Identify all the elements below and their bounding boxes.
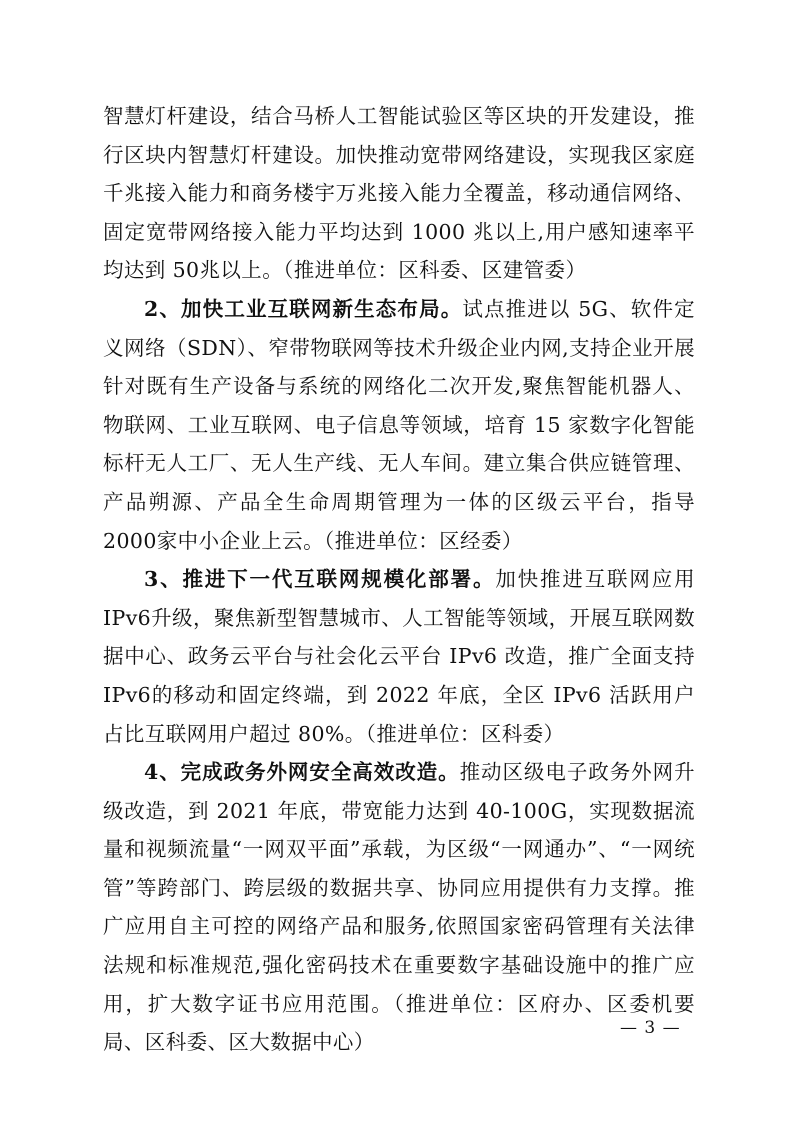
paragraph-heading: 4、完成政务外网安全高效改造。 — [144, 760, 460, 785]
paragraph-continuation — [103, 97, 695, 290]
paragraph-item-2 — [103, 290, 695, 560]
paragraph-text: 智慧灯杆建设，结合马桥人工智能试验区等区块的开发建设，推行区块内智慧灯杆建设。加快推动宽带网络建设，实现我区家庭千兆接入能力和商务楼宇万兆接入能力全覆盖，移动通信网络、固定宽带网络接入能力平均达到 1000 兆以上,用户感知速率平均达到 50兆以上。（推进单位：区科委、区建管委） — [103, 104, 695, 283]
paragraph-text: 推动区级电子政务外网升级改造，到 2021 年底，带宽能力达到 40-100G，实现数据流量和视频流量“一网双平面”承载，为区级“一网通办”、“一网统管”等跨部门、跨层级的数据共享、协同应用提供有力支撑。推广应用自主可控的网络产品和服务,依照国家密码管理有关法律法规和标准规范,强化密码技术在重要数字基础设施中的推广应用，扩大数字证书应用范围。（推进单位：区府办、区委机要局、区科委、区大数据中心） — [103, 760, 695, 1055]
paragraph-item-4 — [103, 753, 695, 1062]
paragraph-heading: 2、加快工业互联网新生态布局。 — [144, 296, 463, 321]
paragraph-item-3 — [103, 560, 695, 753]
paragraph-heading: 3、推进下一代互联网规模化部署。 — [144, 567, 496, 592]
document-body — [103, 97, 695, 1062]
page-number: — 3 — — [620, 1018, 681, 1038]
paragraph-text: 试点推进以 5G、软件定义网络（SDN）、窄带物联网等技术升级企业内网,支持企业开展针对既有生产设备与系统的网络化二次开发,聚焦智能机器人、物联网、工业互联网、电子信息等领域，培育 15 家数字化智能标杆无人工厂、无人生产线、无人车间。建立集合供应链管理、产品朔源、产品全生命周期管理为一体的区级云平台，指导 2000家中小企业上云。（推进单位：区经委） — [103, 296, 695, 553]
paragraph-text: 加快推进互联网应用 IPv6升级，聚焦新型智慧城市、人工智能等领域，开展互联网数据中心、政务云平台与社会化云平台 IPv6 改造，推广全面支持 IPv6的移动和固定终端，到 2022 年底，全区 IPv6 活跃用户占比互联网用户超过 80%。（推进单位：区科委） — [103, 567, 695, 746]
